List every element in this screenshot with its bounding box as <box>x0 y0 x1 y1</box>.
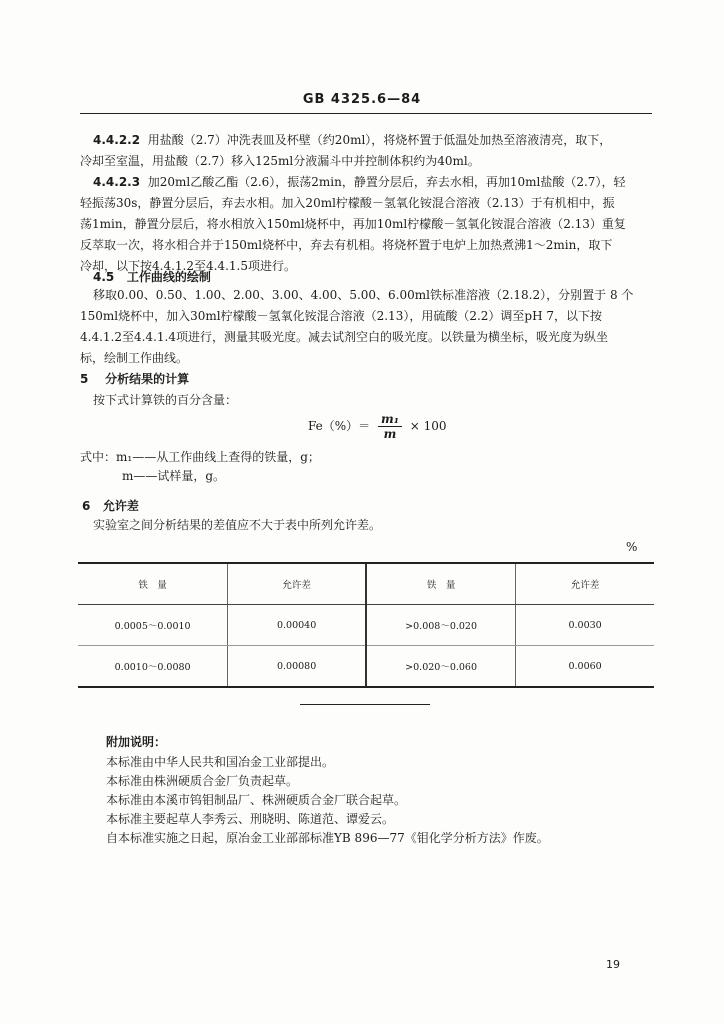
section-5-heading: 5 分析结果的计算 <box>80 372 190 386</box>
appendix-line-5: 自本标准实施之日起，原冶金工业部部标准YB 896—77《钼化学分析方法》作废。 <box>106 831 549 845</box>
section-5-line-1: 按下式计算铁的百分含量： <box>93 393 238 407</box>
table-header-row <box>78 563 654 605</box>
header-iron-content-2: 铁 量 <box>366 563 516 605</box>
table-cell: 0.0005～0.0010 <box>78 605 228 646</box>
appendix-line-3: 本标准由本溪市钨钼制品厂、株洲硬质合金厂联合起草。 <box>106 793 407 807</box>
table-unit-label: % <box>626 540 638 554</box>
table-cell: 0.00080 <box>228 646 366 688</box>
section-4-5-line-3: 4.4.1.2至4.4.1.4项进行，测量其吸光度。减去试剂空白的吸光度。以铁量为横坐标，吸光度为纵坐 <box>80 330 608 344</box>
appendix-line-1: 本标准由中华人民共和国冶金工业部提出。 <box>106 755 335 769</box>
paragraph-4-4-2-3-line-5: 冷却，以下按4.4.1.2至4.4.1.5项进行。 <box>80 259 296 273</box>
paragraph-4-4-2-3-line-4: 反萃取一次，将水相合并于150ml烧杯中，弃去有机相。将烧杯置于电炉上加热煮沸1～2min，取下 <box>80 238 613 252</box>
section-end-rule <box>300 704 430 705</box>
table-cell: 0.00040 <box>228 605 366 646</box>
formula-numerator: m₁ <box>378 412 402 427</box>
header-tolerance-1: 允许差 <box>228 563 366 605</box>
paragraph-4-4-2-3-line-2: 轻振荡30s，静置分层后，弃去水相。加入20ml柠檬酸－氢氧化铵混合溶液（2.13）于有机相中，振 <box>80 196 615 210</box>
iron-percent-formula: Fe（%）＝ $\frac{\text{m₁}}{m}$ × 100 <box>308 412 447 441</box>
table-cell: >0.008～0.020 <box>366 605 516 646</box>
paragraph-4-4-2-2-line-1: 4.4.2.2 用盐酸（2.7）冲洗表皿及杯壁（约20ml），将烧杯置于低温处加热至溶液清亮，取下， <box>93 133 612 147</box>
header-tolerance-2: 允许差 <box>516 563 654 605</box>
header-iron-content-1: 铁 量 <box>78 563 228 605</box>
section-4-5-heading: 4.5 工作曲线的绘制 <box>93 270 211 284</box>
paragraph-4-4-2-2-line-2: 冷却至室温，用盐酸（2.7）移入125ml分液漏斗中并控制体积约为40ml。 <box>80 154 480 168</box>
tolerance-table <box>78 562 654 688</box>
clause-number: 4.4.2.2 <box>93 133 141 147</box>
table-row <box>78 605 654 646</box>
appendix-line-2: 本标准由株洲硬质合金厂负责起草。 <box>106 774 299 788</box>
table-cell: 0.0010～0.0080 <box>78 646 228 688</box>
clause-number: 4.4.2.3 <box>93 175 141 189</box>
table-row <box>78 646 654 688</box>
section-6-heading: 6 允许差 <box>82 499 139 513</box>
paragraph-4-4-2-3-line-1: 4.4.2.3 加20ml乙酸乙酯（2.6），振荡2min，静置分层后，弃去水相，再加10ml盐酸（2.7），轻 <box>93 175 626 189</box>
standard-code-header: GB 4325.6—84 <box>302 92 422 107</box>
page-number: 19 <box>606 958 620 971</box>
paragraph-4-4-2-3-line-3: 荡1min，静置分层后，将水相放入150ml烧杯中，再加10ml柠檬酸－氢氧化铵混合溶液（2.13）重复 <box>80 217 626 231</box>
section-4-5-line-1: 移取0.00、0.50、1.00、2.00、3.00、4.00、5.00、6.00ml铁标准溶液（2.18.2），分别置于 8 个 <box>93 288 634 302</box>
section-6-line-1: 实验室之间分析结果的差值应不大于表中所列允许差。 <box>93 518 382 532</box>
formula-where-line-1: 式中：m₁——从工作曲线上查得的铁量，g； <box>80 450 320 464</box>
header-rule <box>80 113 652 114</box>
table-cell: 0.0060 <box>516 646 654 688</box>
formula-denominator: m <box>383 427 397 441</box>
formula-where-line-2: m——试样量，g。 <box>122 469 226 483</box>
formula-fraction <box>378 412 402 441</box>
table-cell: 0.0030 <box>516 605 654 646</box>
section-4-5-line-4: 标，绘制工作曲线。 <box>80 351 189 365</box>
appendix-title: 附加说明： <box>106 735 167 749</box>
appendix-line-4: 本标准主要起草人李秀云、刑晓明、陈道范、谭爱云。 <box>106 812 395 826</box>
table-cell: >0.020～0.060 <box>366 646 516 688</box>
section-4-5-line-2: 150ml烧杯中，加入30ml柠檬酸－氢氧化铵混合溶液（2.13），用硫酸（2.2）调至pH 7，以下按 <box>80 309 603 323</box>
